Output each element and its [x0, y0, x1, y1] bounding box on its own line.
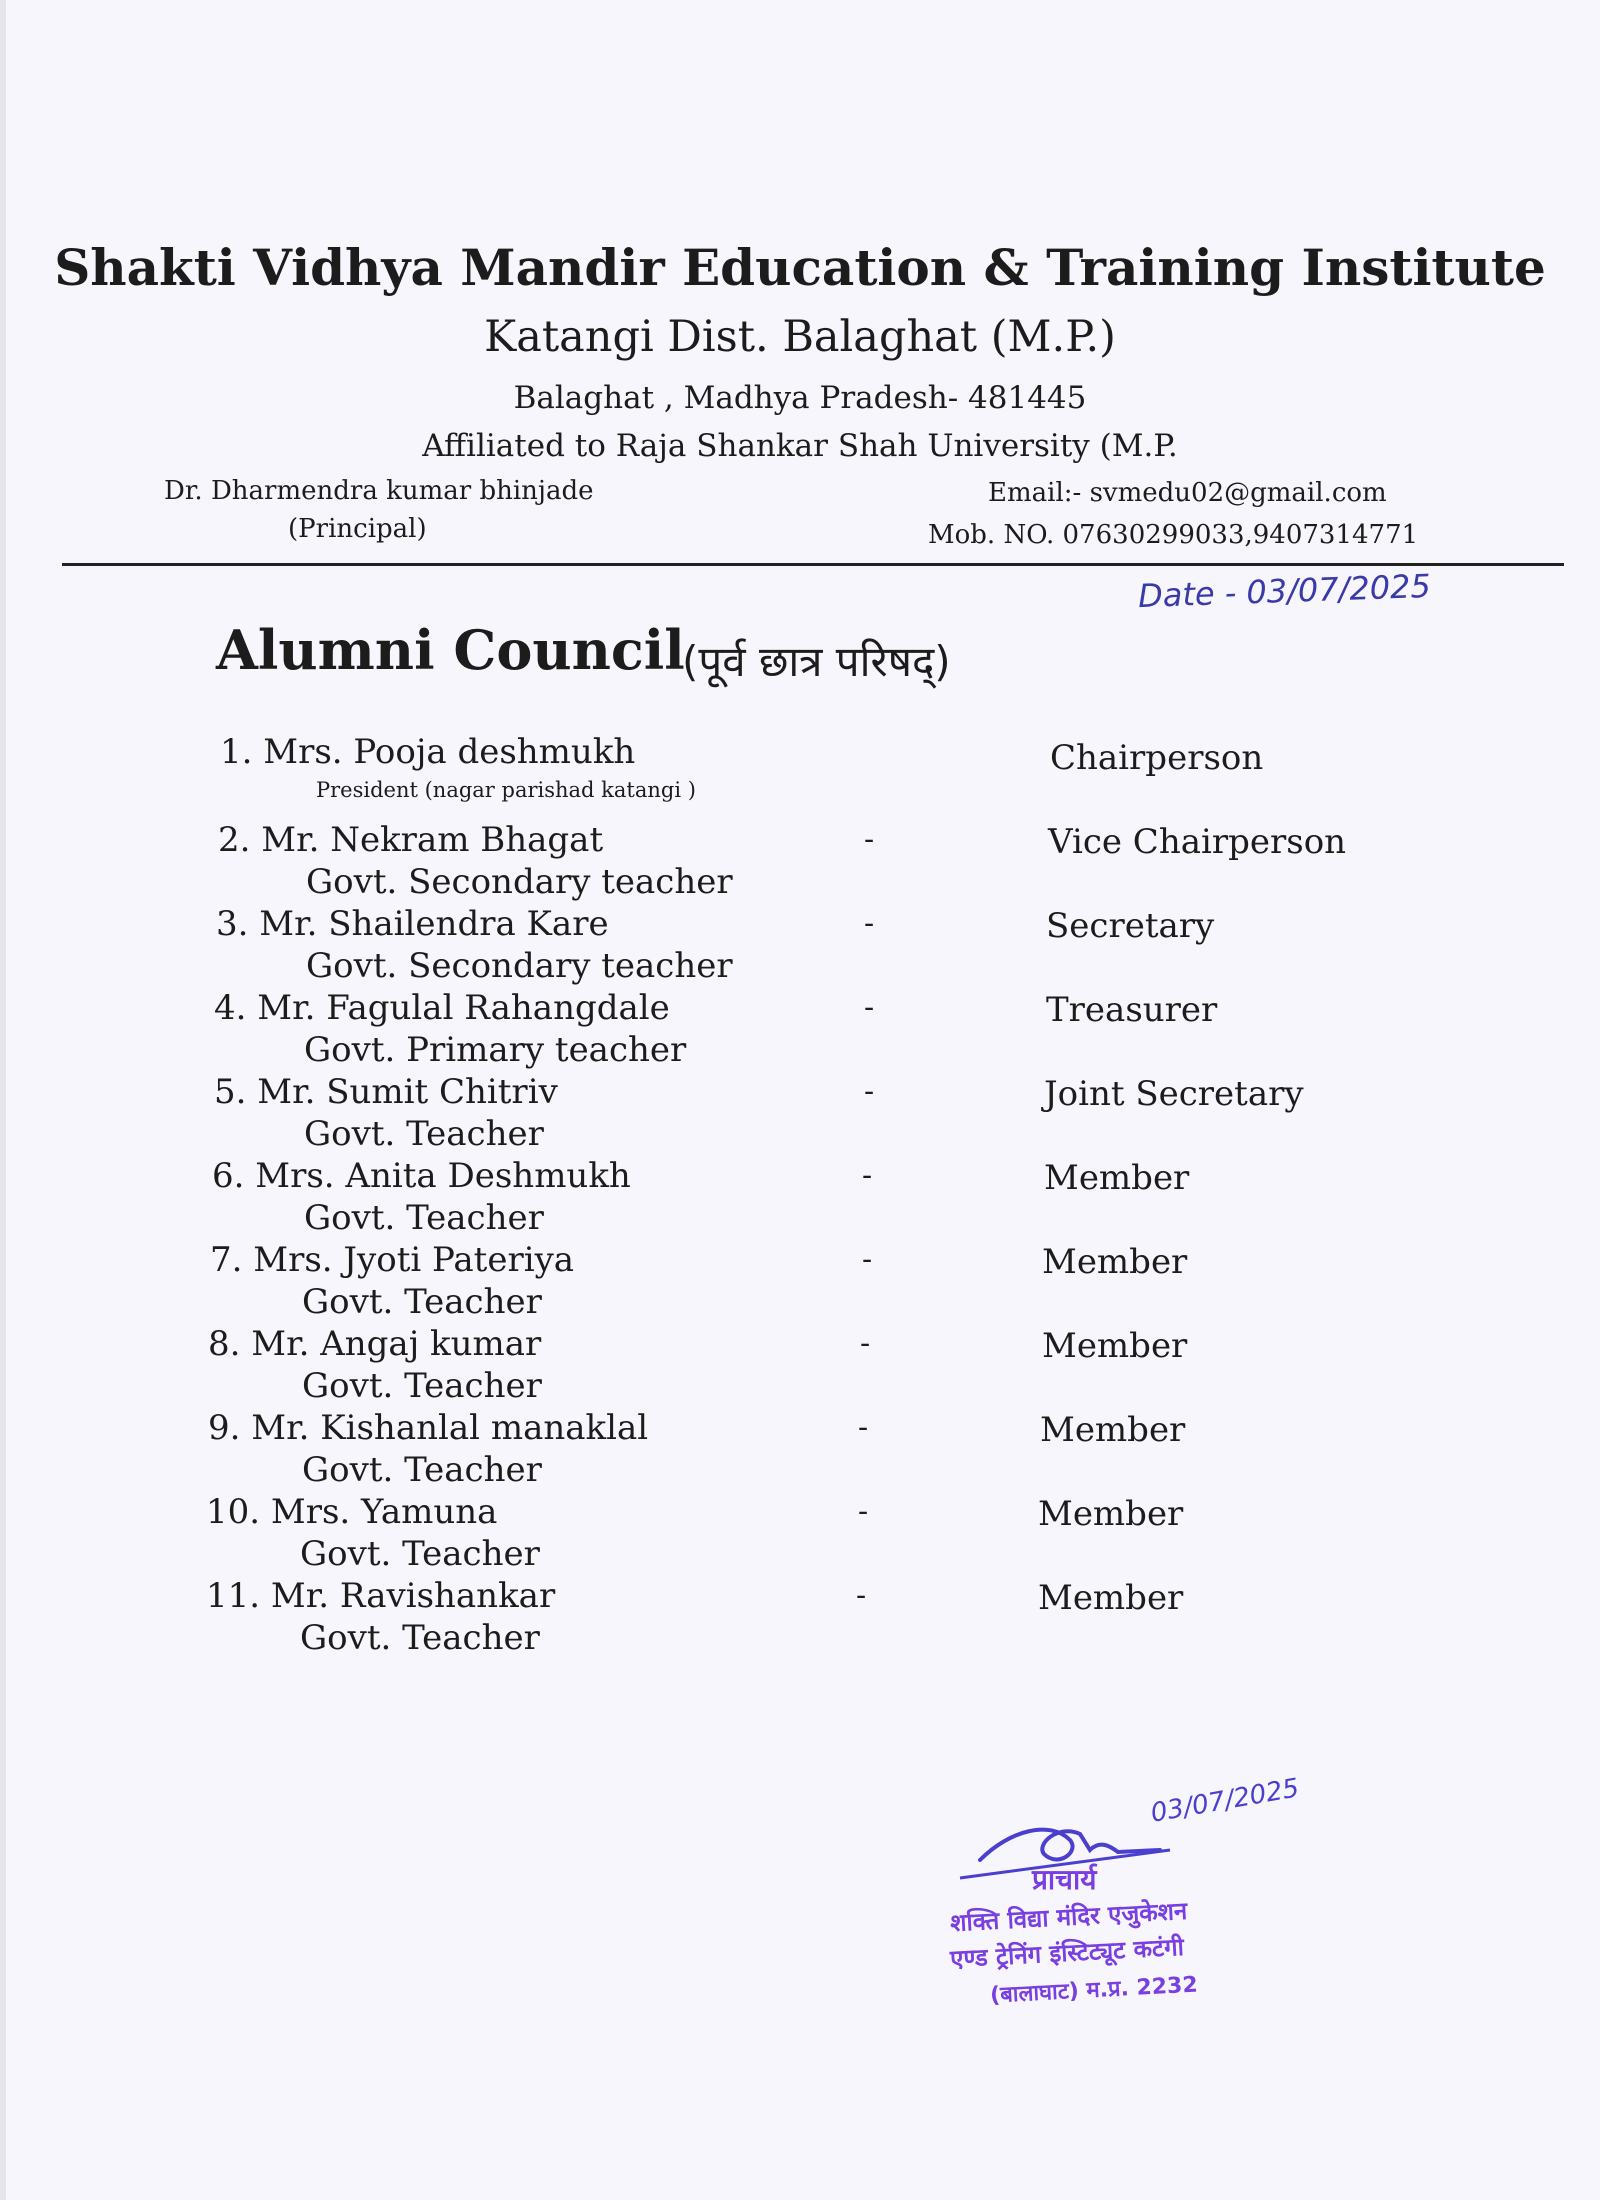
handwritten-date: Date - 03/07/2025	[1137, 566, 1432, 616]
member-name	[214, 1072, 558, 1112]
member-number: 5.	[214, 1072, 247, 1112]
member-role: Secretary	[1046, 906, 1215, 946]
member-name	[208, 1408, 648, 1448]
principal-name: Dr. Dharmendra kumar bhinjade	[164, 476, 594, 506]
member-dash: -	[864, 822, 875, 857]
member-name-text: Mr. Ravishankar	[270, 1576, 556, 1616]
institute-affiliation: Affiliated to Raja Shankar Shah University (M.P.	[422, 428, 1178, 464]
stamp-line-3: एण्ड ट्रेनिंग इंस्टिट्यूट कटंगी	[949, 1932, 1185, 1974]
member-name	[206, 1492, 497, 1532]
member-note: President (nagar parishad katangi )	[316, 778, 696, 802]
member-designation: Govt. Teacher	[302, 1282, 542, 1322]
member-designation: Govt. Primary teacher	[304, 1030, 687, 1070]
member-name	[220, 732, 635, 772]
member-designation: Govt. Teacher	[302, 1450, 542, 1490]
member-dash: -	[864, 990, 875, 1025]
member-dash: -	[858, 1494, 869, 1529]
member-dash: -	[856, 1578, 867, 1613]
member-name-text: Mr. Shailendra Kare	[259, 904, 609, 944]
member-number: 2.	[218, 820, 251, 860]
member-name	[214, 988, 670, 1028]
member-name	[216, 904, 609, 944]
member-name	[206, 1576, 555, 1616]
member-name	[218, 820, 603, 860]
member-name-text: Mr. Nekram Bhagat	[261, 820, 604, 860]
member-role: Member	[1044, 1158, 1190, 1198]
header-divider	[62, 563, 1564, 566]
member-dash: -	[862, 1158, 873, 1193]
principal-stamp	[940, 1773, 1302, 2020]
member-dash: -	[858, 1410, 869, 1445]
member-number: 7.	[210, 1240, 243, 1280]
member-number: 8.	[208, 1324, 241, 1364]
signature-date: 03/07/2025	[1148, 1773, 1302, 1829]
member-designation: Govt. Teacher	[300, 1534, 540, 1574]
member-role: Chairperson	[1050, 738, 1264, 778]
member-name	[208, 1324, 541, 1364]
member-dash: -	[862, 1242, 873, 1277]
stamp-line-4: (बालाघाट) म.प्र. 2232	[989, 1972, 1199, 2009]
member-role: Member	[1038, 1494, 1184, 1534]
member-role: Member	[1042, 1326, 1188, 1366]
member-role: Joint Secretary	[1044, 1074, 1304, 1114]
member-role: Member	[1042, 1242, 1188, 1282]
institute-address: Balaghat , Madhya Pradesh- 481445	[513, 380, 1087, 416]
member-number: 3.	[216, 904, 249, 944]
institute-title: Shakti Vidhya Mandir Education & Training Institute	[54, 238, 1546, 297]
member-number: 11.	[206, 1576, 261, 1616]
member-role: Vice Chairperson	[1048, 822, 1347, 862]
member-name-text: Mr. Sumit Chitriv	[257, 1072, 558, 1112]
member-role: Member	[1040, 1410, 1186, 1450]
principal-role: (Principal)	[288, 514, 427, 544]
council-title-hindi: (पूर्व छात्र परिषद्)	[682, 637, 951, 686]
member-number: 9.	[208, 1408, 241, 1448]
member-number: 1.	[220, 732, 253, 772]
contact-email: Email:- svmedu02@gmail.com	[988, 478, 1387, 508]
member-number: 10.	[206, 1492, 261, 1532]
member-role: Treasurer	[1046, 990, 1218, 1030]
institute-location: Katangi Dist. Balaghat (M.P.)	[484, 312, 1116, 362]
member-designation: Govt. Secondary teacher	[306, 946, 733, 986]
member-designation: Govt. Teacher	[304, 1114, 544, 1154]
member-role: Member	[1038, 1578, 1184, 1618]
member-name	[210, 1240, 574, 1280]
member-designation: Govt. Teacher	[302, 1366, 542, 1406]
member-name	[212, 1156, 631, 1196]
stamp-line-1: प्राचार्य	[1032, 1863, 1097, 1896]
member-dash: -	[864, 1074, 875, 1109]
member-name-text: Mr. Kishanlal manaklal	[251, 1408, 649, 1448]
member-number: 6.	[212, 1156, 245, 1196]
council-title: Alumni Council	[216, 618, 685, 682]
member-name-text: Mrs. Jyoti Pateriya	[253, 1240, 575, 1280]
member-number: 4.	[214, 988, 247, 1028]
member-name-text: Mrs. Anita Deshmukh	[255, 1156, 631, 1196]
member-name-text: Mrs. Pooja deshmukh	[263, 732, 636, 772]
member-designation: Govt. Teacher	[300, 1618, 540, 1658]
stamp-line-2: शक्ति विद्या मंदिर एजुकेशन	[949, 1896, 1188, 1938]
member-dash: -	[864, 906, 875, 941]
member-name-text: Mrs. Yamuna	[270, 1492, 498, 1532]
member-name-text: Mr. Angaj kumar	[251, 1324, 542, 1364]
member-dash: -	[860, 1326, 871, 1361]
member-designation: Govt. Secondary teacher	[306, 862, 733, 902]
member-designation: Govt. Teacher	[304, 1198, 544, 1238]
contact-mobile: Mob. NO. 07630299033,9407314771	[928, 520, 1419, 550]
member-name-text: Mr. Fagulal Rahangdale	[257, 988, 670, 1028]
